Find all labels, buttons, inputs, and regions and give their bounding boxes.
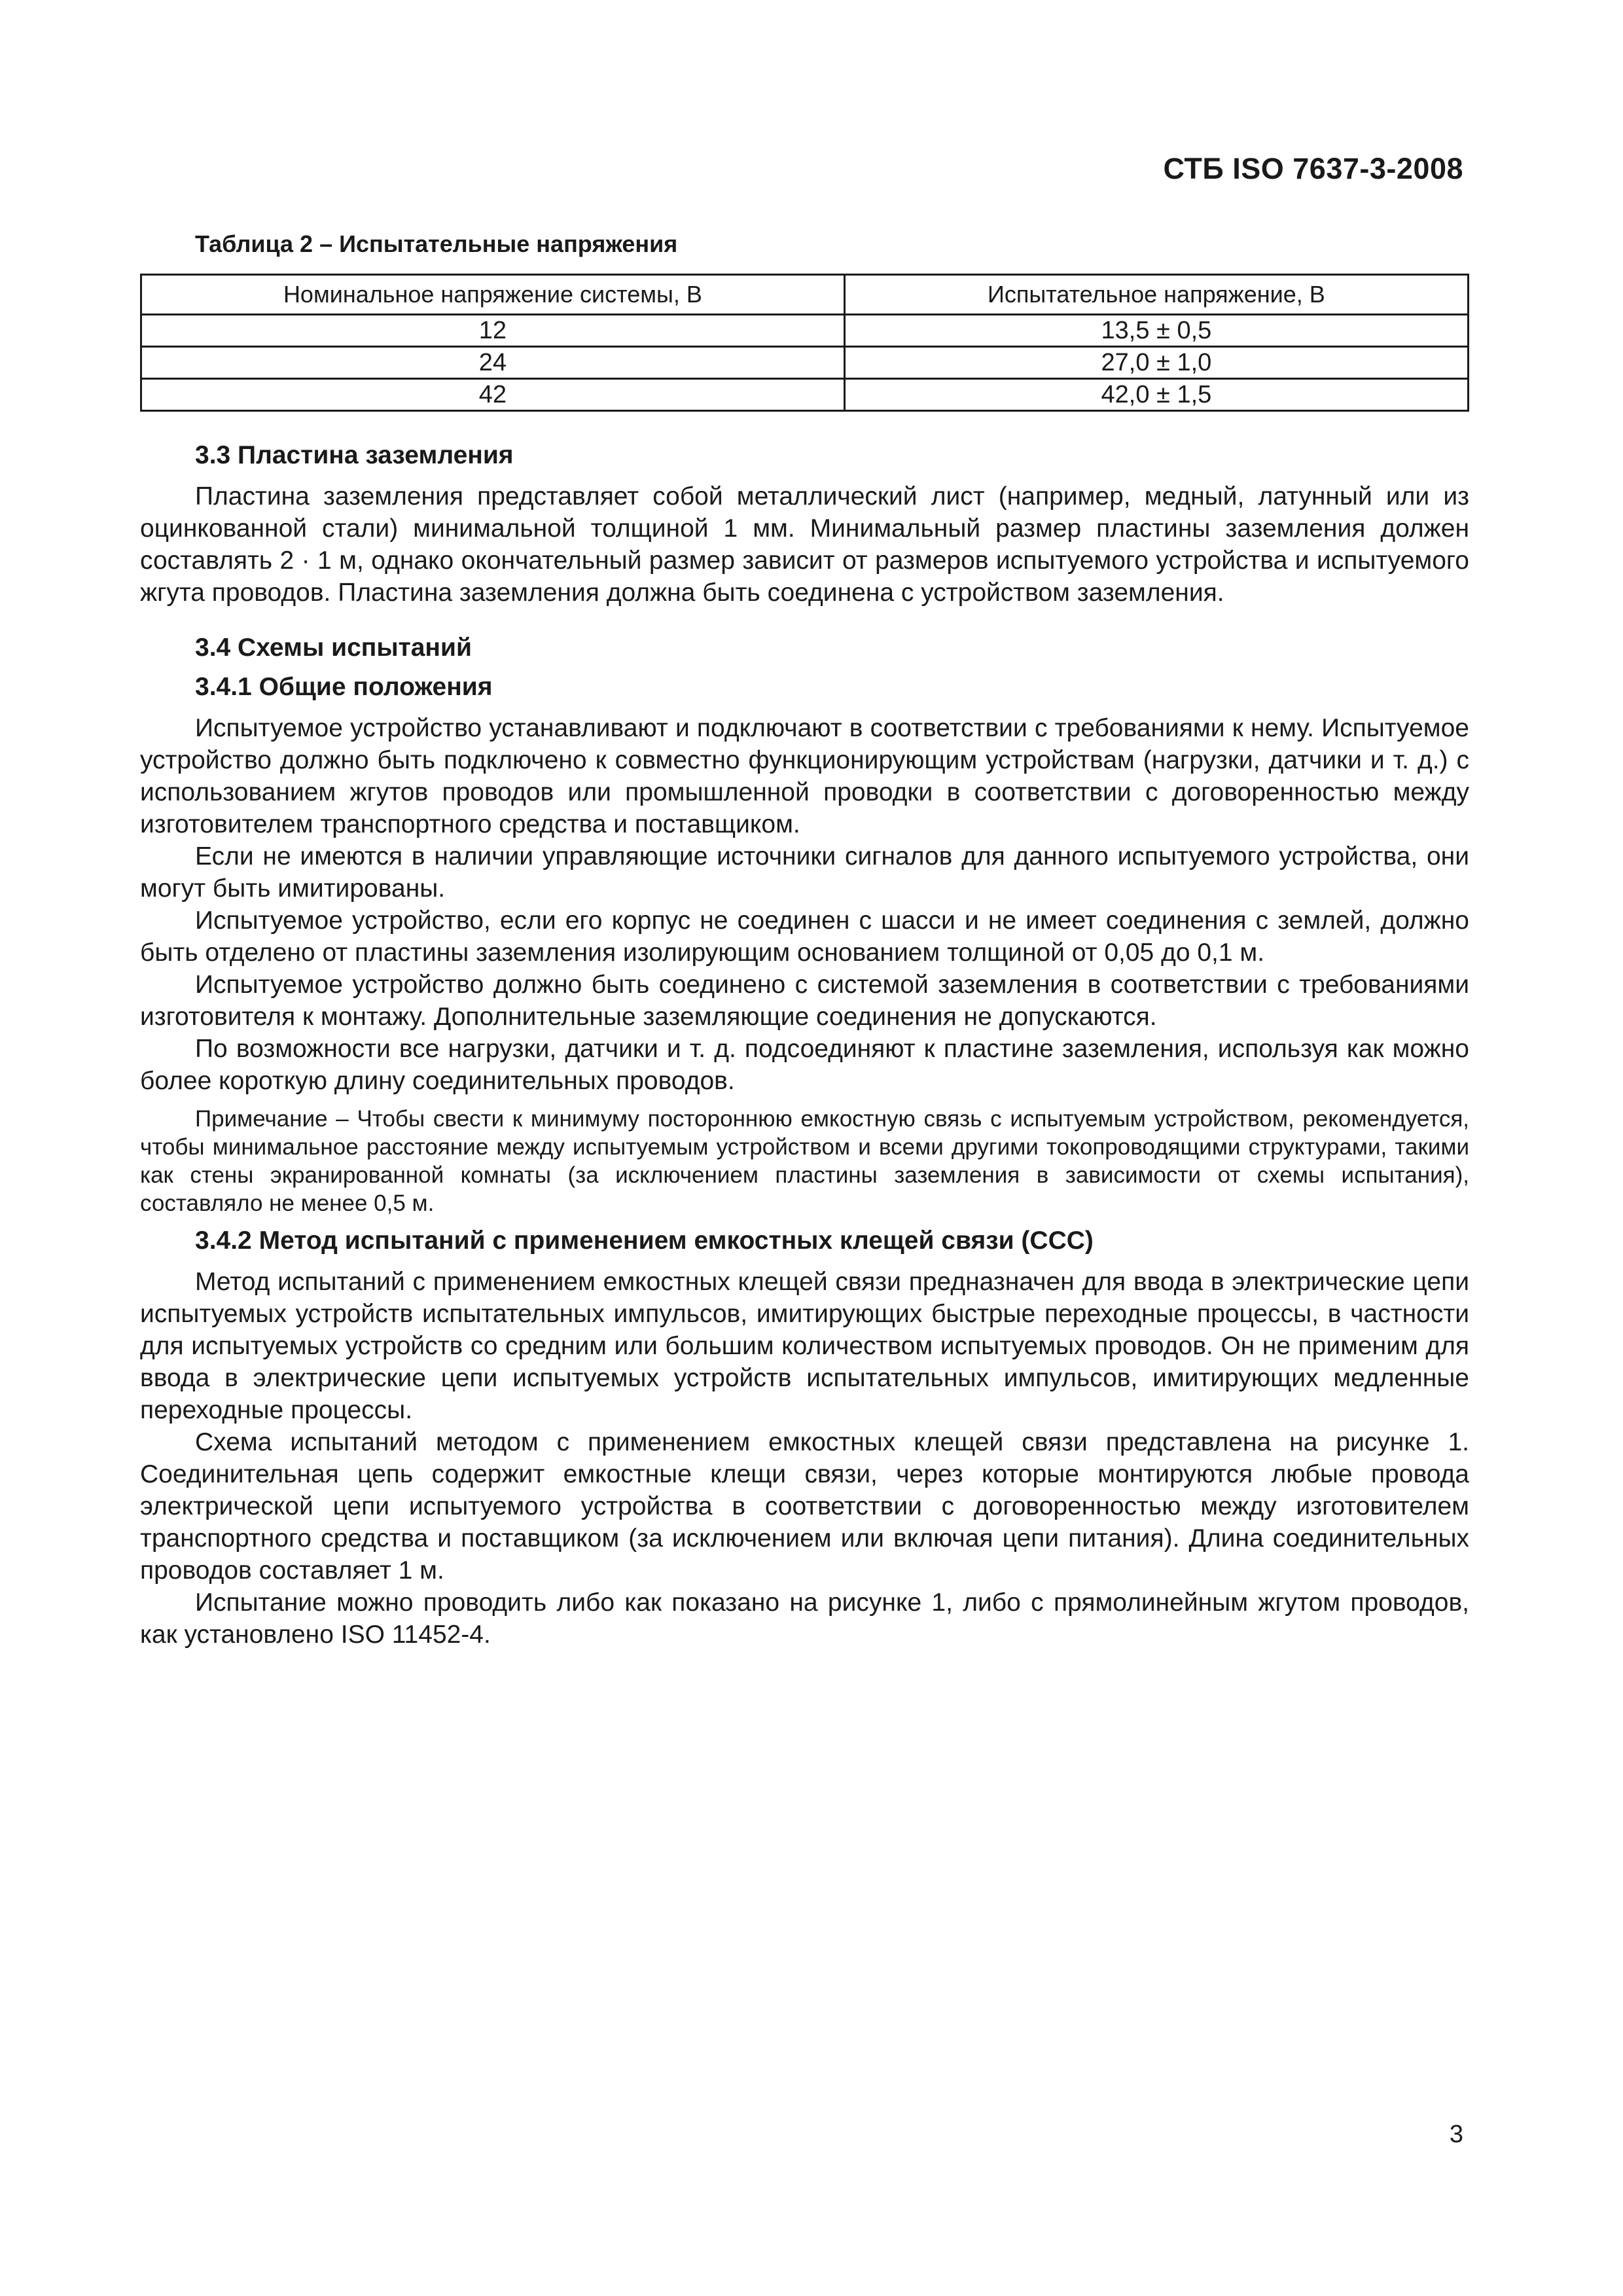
table-cell-test: 27,0 ± 1,0	[844, 347, 1468, 379]
section-title-3-4-2: 3.4.2 Метод испытаний с применением емкостных клещей связи (CCC)	[195, 1227, 1094, 1255]
paragraph: По возможности все нагрузки, датчики и т. д. подсоединяют к пластине заземления, используя как можно более короткую длину соединительных проводов.	[140, 1035, 1469, 1095]
paragraph: Если не имеются в наличии управляющие источники сигналов для данного испытуемого устройства, они могут быть имитированы.	[140, 842, 1469, 903]
section-title-3-4-1: 3.4.1 Общие положения	[195, 673, 493, 701]
section-title-3-4: 3.4 Схемы испытаний	[195, 634, 472, 662]
table-row	[141, 379, 1469, 411]
section-title-3-3: 3.3 Пластина заземления	[195, 441, 514, 469]
table-header-row	[141, 275, 1469, 315]
table-cell-nominal: 24	[141, 347, 845, 379]
table-cell-nominal: 42	[141, 379, 845, 411]
paragraph: Пластина заземления представляет собой металлический лист (например, медный, латунный или из оцинкованной стали) минимальной толщиной 1 мм. Минимальный размер пластины заземления должен составлять 2 · 1 м, однако окончательный размер зависит от размеров испытуемого устройства и испытуемого жгута проводов. Пластина заземления должна быть соединена с устройством заземления.	[140, 482, 1469, 607]
paragraph: Испытуемое устройство должно быть соединено с системой заземления в соответствии с требованиями изготовителя к монтажу. Дополнительные заземляющие соединения не допускаются.	[140, 971, 1469, 1031]
test-voltages-table	[140, 274, 1469, 412]
paragraph: Схема испытаний методом с применением емкостных клещей связи представлена на рисунке 1. Соединительная цепь содержит емкостные клещи связи, через которые монтируются любые провода электрической цепи испытуемого устройства в соответствии с договоренностью между изготовителем транспортного средства и поставщиком (за исключением или включая цепи питания). Длина соединительных проводов составляет 1 м.	[140, 1428, 1469, 1585]
paragraph: Испытание можно проводить либо как показано на рисунке 1, либо с прямолинейным жгутом проводов, как установлено ISO 11452-4.	[140, 1588, 1469, 1649]
paragraph: Испытуемое устройство, если его корпус не соединен с шасси и не имеет соединения с землей, должно быть отделено от пластины заземления изолирующим основанием толщиной от 0,05 до 0,1 м.	[140, 906, 1469, 967]
paragraph: Метод испытаний с применением емкостных клещей связи предназначен для ввода в электрические цепи испытуемых устройств испытательных импульсов, имитирующих быстрые переходные процессы, в частности для испытуемых устройств со средним или большим количеством испытуемых проводов. Он не применим для ввода в электрические цепи испытуемых устройств испытательных импульсов, имитирующих медленные переходные процессы.	[140, 1268, 1469, 1424]
column-header-nominal: Номинальное напряжение системы, В	[141, 275, 845, 315]
table-cell-test: 13,5 ± 0,5	[844, 315, 1468, 347]
document-code: СТБ ISO 7637-3-2008	[1163, 152, 1463, 185]
table-cell-nominal: 12	[141, 315, 845, 347]
table-row	[141, 315, 1469, 347]
page-number: 3	[1449, 2121, 1463, 2148]
paragraph: Испытуемое устройство устанавливают и подключают в соответствии с требованиями к нему. Испытуемое устройство должно быть подключено к совместно функционирующим устройствам (нагрузки, датчики и т. д.) с использованием жгутов проводов или промышленной проводки в соответствии с договоренностью между изготовителем транспортного средства и поставщиком.	[140, 714, 1469, 838]
table-caption: Таблица 2 – Испытательные напряжения	[195, 230, 678, 257]
note: Примечание – Чтобы свести к минимуму постороннюю емкостную связь с испытуемым устройством, рекомендуется, чтобы минимальное расстояние между испытуемым устройством и всеми другими токопроводящими структурами, такими как стены экранированной комнаты (за исключением пластины заземления в зависимости от схемы испытания), составляло не менее 0,5 м.	[140, 1106, 1469, 1216]
column-header-test: Испытательное напряжение, В	[844, 275, 1468, 315]
document-body	[140, 440, 1469, 1651]
table-row	[141, 347, 1469, 379]
table-cell-test: 42,0 ± 1,5	[844, 379, 1468, 411]
